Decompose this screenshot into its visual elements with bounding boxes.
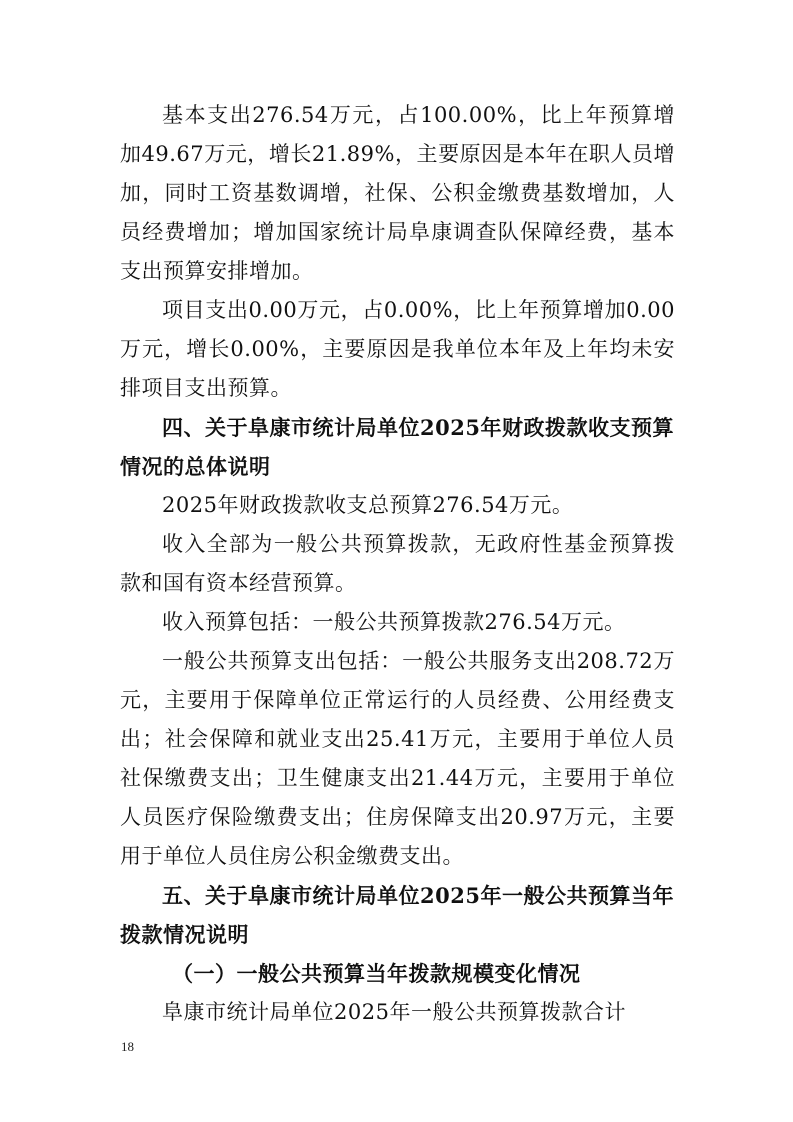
paragraph-income-source: 收入全部为一般公共预算拨款，无政府性基金预算拨款和国有资本经营预算。: [120, 532, 675, 595]
paragraph-appropriation-total: 阜康市统计局单位2025年一般公共预算拨款合计: [162, 1000, 626, 1024]
section-heading-5: 五、关于阜康市统计局单位2025年一般公共预算当年拨款情况说明: [120, 883, 674, 947]
page-number: 18: [121, 1039, 134, 1054]
paragraph-project-expenditure: 项目支出0.00万元，占0.00%，比上年预算增加0.00万元，增长0.00%，主要原因是我单位本年及上年均未安排项目支出预算。: [120, 298, 675, 400]
section-heading-4: 四、关于阜康市统计局单位2025年财政拨款收支预算情况的总体说明: [120, 415, 674, 479]
subsection-heading-1: （一）一般公共预算当年拨款规模变化情况: [172, 961, 581, 986]
paragraph-total-budget: 2025年财政拨款收支总预算276.54万元。: [162, 493, 574, 517]
paragraph-income-budget: 收入预算包括：一般公共预算拨款276.54万元。: [162, 610, 626, 634]
document-body: [120, 96, 675, 1032]
paragraph-basic-expenditure: 基本支出276.54万元，占100.00%，比上年预算增加49.67万元，增长21.89%，主要原因是本年在职人员增加，同时工资基数调增，社保、公积金缴费基数增加，人员经费增加；增加国家统计局阜康调查队保障经费，基本支出预算安排增加。: [120, 103, 675, 283]
paragraph-general-expenditure: 一般公共预算支出包括：一般公共服务支出208.72万元，主要用于保障单位正常运行的人员经费、公用经费支出；社会保障和就业支出25.41万元，主要用于单位人员社保缴费支出；卫生健康支出21.44万元，主要用于单位人员医疗保险缴费支出；住房保障支出20.97万元，主要用于单位人员住房公积金缴费支出。: [120, 649, 675, 868]
